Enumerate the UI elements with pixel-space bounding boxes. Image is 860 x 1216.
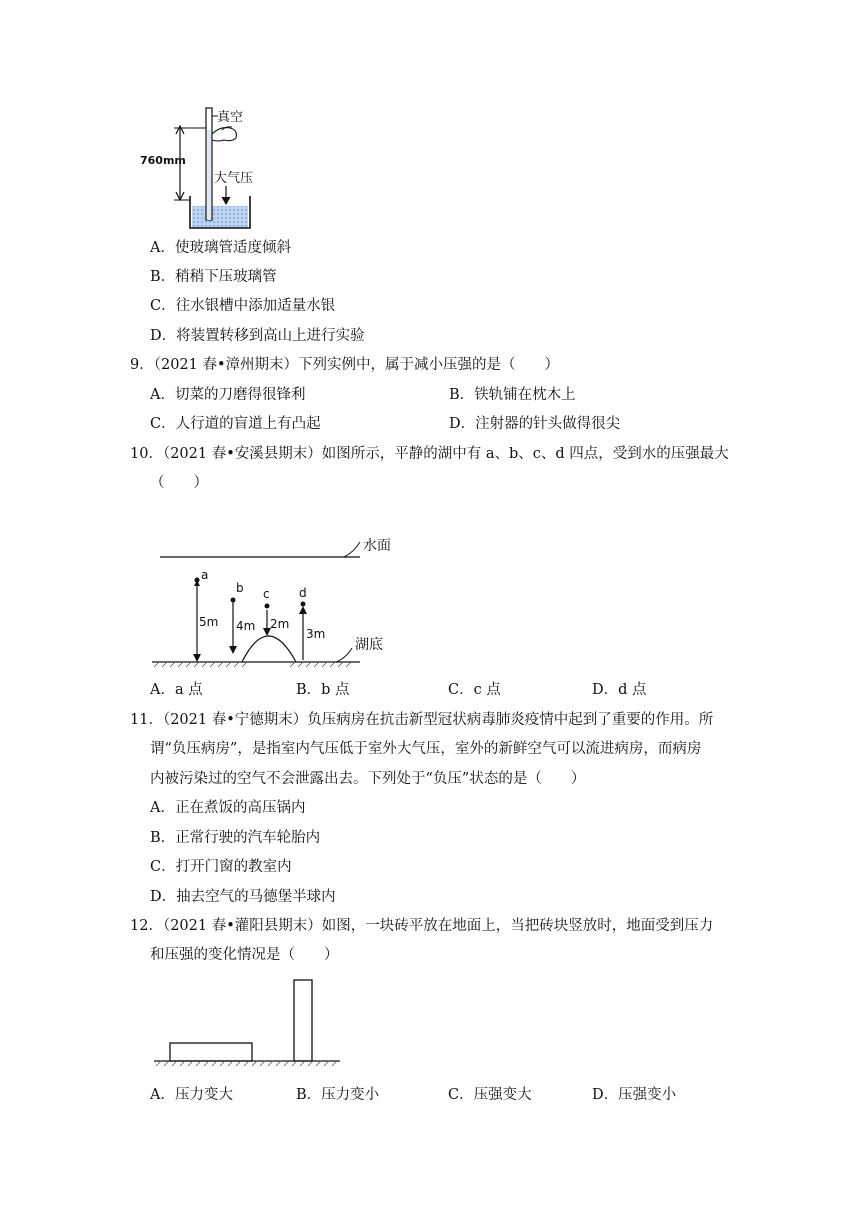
brick-upright [294,980,312,1061]
q8-option-a: A．使玻璃管适度倾斜 [150,240,291,256]
point-c-label: c [263,587,270,601]
point-a-label: a [201,568,209,582]
q11-option-c: C．打开门窗的教室内 [150,859,292,875]
lakebed-mound [242,636,296,662]
q10-option-b: B．b 点 [296,682,350,698]
q11-option-b: B．正常行驶的汽车轮胎内 [150,830,321,846]
q12-option-d: D．压强变小 [592,1087,677,1103]
q8-option-d: D．将装置转移到高山上进行实验 [150,328,365,344]
pressure-label: 大气压 [214,171,254,186]
point-d-label: d [299,586,307,600]
q9-stem: 9．（2021 春•漳州期末）下列实例中，属于减小压强的是（ ） [130,357,560,373]
vacuum-label: 真空 [217,110,244,125]
lake-bottom-label: 湖底 [355,637,383,653]
q12-option-a: A．压力变大 [150,1087,233,1103]
depth-a-label: 5m [199,615,219,629]
depth-c-label: 2m [270,617,290,631]
mercury-trough-liquid [192,206,248,228]
q11-stem-line1: 11．（2021 春•宁德期末）负压病房在抗击新型冠状病毒肺炎疫情中起到了重要的作用。所 [130,712,714,728]
depth-d-label: 3m [306,627,326,641]
q10-option-d: D．d 点 [592,682,647,698]
q9-option-b: B．铁轨铺在枕木上 [449,387,576,403]
point-d [301,602,306,607]
q9-option-a: A．切菜的刀磨得很锋利 [150,387,306,403]
q11-stem-line2: 谓“负压病房”，是指室内气压低于室外大气压，室外的新鲜空气可以流进病房，而病房 [150,741,702,757]
point-b [231,598,236,603]
q11-stem-line3: 内被污染过的空气不会泄露出去。下列处于“负压”状态的是（ ） [150,771,586,787]
point-c [265,604,270,609]
torricelli-figure [140,100,280,235]
q12-stem-line2: 和压强的变化情况是（ ） [150,947,339,963]
q9-option-d: D．注射器的针头做得很尖 [449,416,621,432]
q12-stem-line1: 12．（2021 春•灌阳县期末）如图，一块砖平放在地面上，当把砖块竖放时，地面受到压力 [130,918,714,934]
brick-flat [170,1043,252,1061]
q12-option-c: C．压强变大 [448,1087,532,1103]
q11-option-d: D．抽去空气的马德堡半球内 [150,889,336,905]
depth-b-label: 4m [236,619,256,633]
q8-option-b: B．稍稍下压玻璃管 [150,269,277,285]
q10-option-a: A．a 点 [150,682,203,698]
water-surface-label: 水面 [363,538,391,554]
q8-option-c: C．往水银槽中添加适量水银 [150,298,336,314]
point-b-label: b [236,581,244,595]
brick-figure [150,975,350,1070]
q12-option-b: B．压力变小 [296,1087,380,1103]
q9-option-c: C．人行道的盲道上有凸起 [150,416,321,432]
lake-figure [150,530,410,670]
mercury-column [207,130,211,220]
height-label: 760mm [140,154,186,167]
q11-option-a: A．正在煮饭的高压锅内 [150,800,306,816]
q10-stem-line2: （ ） [150,475,208,491]
hand-icon [212,128,236,141]
q10-option-c: C．c 点 [448,682,501,698]
q10-stem-line1: 10．（2021 春•安溪县期末）如图所示，平静的湖中有 a、b、c、d 四点，受到水的压强最大 [130,446,729,462]
